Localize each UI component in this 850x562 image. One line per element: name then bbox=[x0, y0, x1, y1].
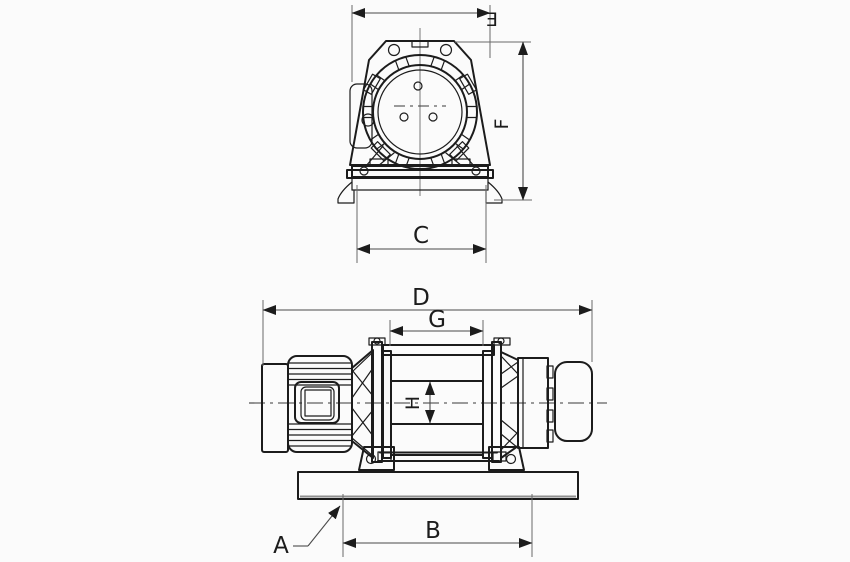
dim-label-f: F bbox=[491, 118, 513, 130]
motor-body bbox=[288, 356, 352, 452]
dim-label-a: A bbox=[273, 533, 289, 559]
label-a-leader bbox=[273, 506, 340, 559]
right-bell-adapter bbox=[501, 352, 518, 458]
side-view bbox=[249, 285, 607, 559]
dim-label-h: H bbox=[402, 395, 424, 411]
dim-label-g: G bbox=[428, 307, 446, 333]
left-bell-adapter bbox=[352, 350, 373, 458]
brake-end-cap bbox=[555, 362, 592, 441]
dimension-b bbox=[343, 494, 532, 557]
left-support-column bbox=[369, 338, 391, 462]
gear-housing bbox=[518, 358, 553, 448]
base-plate bbox=[298, 472, 578, 499]
dimension-c bbox=[357, 185, 486, 263]
dim-label-c: C bbox=[412, 223, 430, 249]
end-view bbox=[338, 5, 532, 263]
dim-label-e: E bbox=[485, 9, 499, 31]
dim-label-b: B bbox=[425, 518, 441, 544]
dimension-g bbox=[390, 307, 483, 346]
motor-end-cap bbox=[262, 364, 288, 452]
right-support-column bbox=[483, 338, 510, 462]
bottom-frame-bar bbox=[378, 453, 499, 462]
dim-label-d: D bbox=[412, 285, 430, 311]
top-frame-bar bbox=[383, 345, 494, 355]
